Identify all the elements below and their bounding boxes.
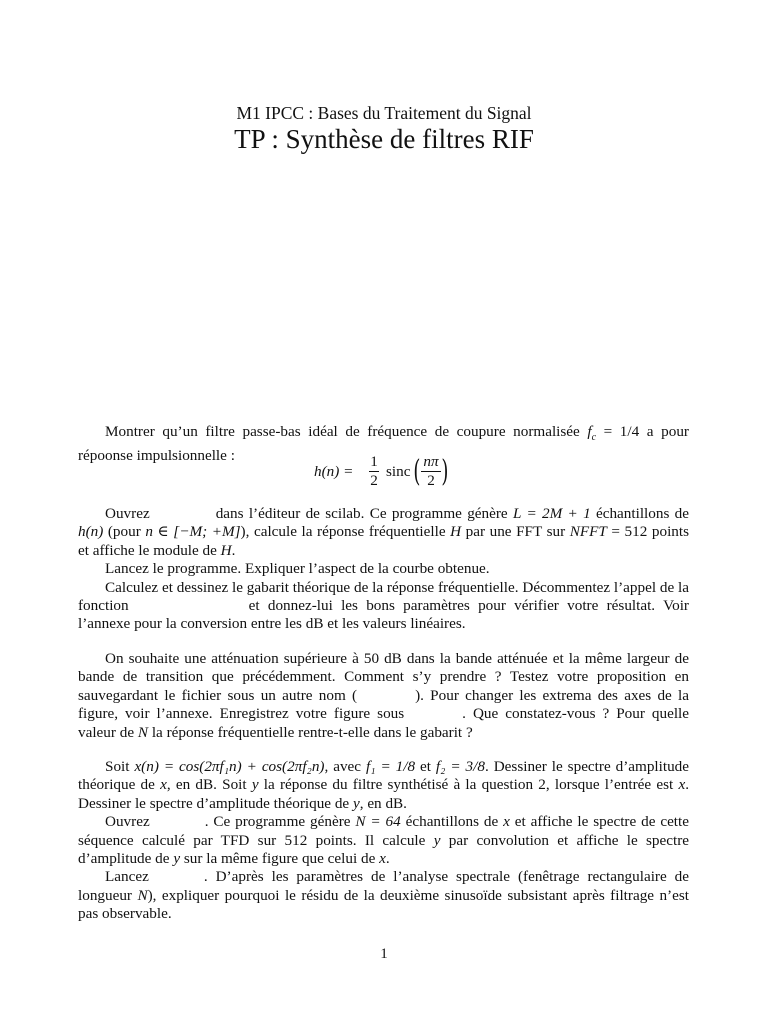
paragraph-residue: Lancez . D’après les paramètres de l’analyse spectrale (fenêtrage rectangulaire de longueur N), expliquer pourquoi le résidu de la deuxième sinusoïde subsistant après filtrage n’est pas observable.	[78, 868, 689, 923]
paragraph-open-spectrum: Ouvrez . Ce programme génère N = 64 échantillons de x et affiche le spectre de cette séquence calculé par TFD sur 512 points. Il calcule y par convolution et affiche le spectre d’amplitude de y sur la même figure que celui de x.	[78, 813, 689, 868]
page-number: 1	[380, 946, 388, 962]
paragraph-open-program: Ouvrez dans l’éditeur de scilab. Ce programme génère L = 2M + 1 échantillons de h(n) (pour n ∈ [−M; +M]), calcule la réponse fréquentielle H par une FFT sur NFFT = 512 points et affiche le module de H.	[78, 505, 690, 559]
paragraph-gabarit: Calculez et dessinez le gabarit théorique de la réponse fréquentielle. Décommentez l’appel de la fonction et donnez-lui les bons paramètres pour vérifier votre résultat. Voir l’annexe pour la conversion entre les dB et les valeurs linéaires.	[78, 578, 689, 633]
section-4	[78, 758, 689, 924]
course-heading: M1 IPCC : Bases du Traitement du Signal	[236, 103, 532, 123]
paragraph-attenuation: On souhaite une atténuation supérieure à 50 dB dans la bande atténuée et la même largeur de bande de transition que précédemment. Comment s’y prendre ? Testez votre proposition en sauvegardant le fichier sous un autre nom ( ). Pour changer les extrema des axes de la figure, voir l’annexe. Enregistrez votre figure sous . Que constatez-vous ? Pour quelle valeur de N la réponse fréquentielle rentre-t-elle dans le gabarit ?	[78, 650, 690, 741]
paragraph-signal-definition: Soit x(n) = cos(2πf₁n) + cos(2πf₂n), avec f₁ = 1/8 et f₂ = 3/8. Dessiner le spectre d’amplitude théorique de x, en dB. Soit y la réponse du filtre synthétisé à la question 2, lorsque l’entrée est x. Dessiner le spectre d’amplitude théorique de y, en dB.	[78, 758, 690, 812]
section-3	[78, 650, 689, 742]
paragraph-run-program: Lancez le programme. Expliquer l’aspect de la courbe obtenue.	[105, 560, 490, 578]
paragraph-impulse-response: Montrer qu’un filtre passe-bas idéal de fréquence de coupure normalisée $f_c = 1/4$ a pour répoonse impulsionnelle :	[78, 423, 689, 465]
section-2	[78, 505, 689, 634]
page-title: TP : Synthèse de filtres RIF	[234, 124, 534, 154]
sinc-formula: h(n) = 1 2 sinc ( nπ 2 )	[314, 453, 449, 489]
